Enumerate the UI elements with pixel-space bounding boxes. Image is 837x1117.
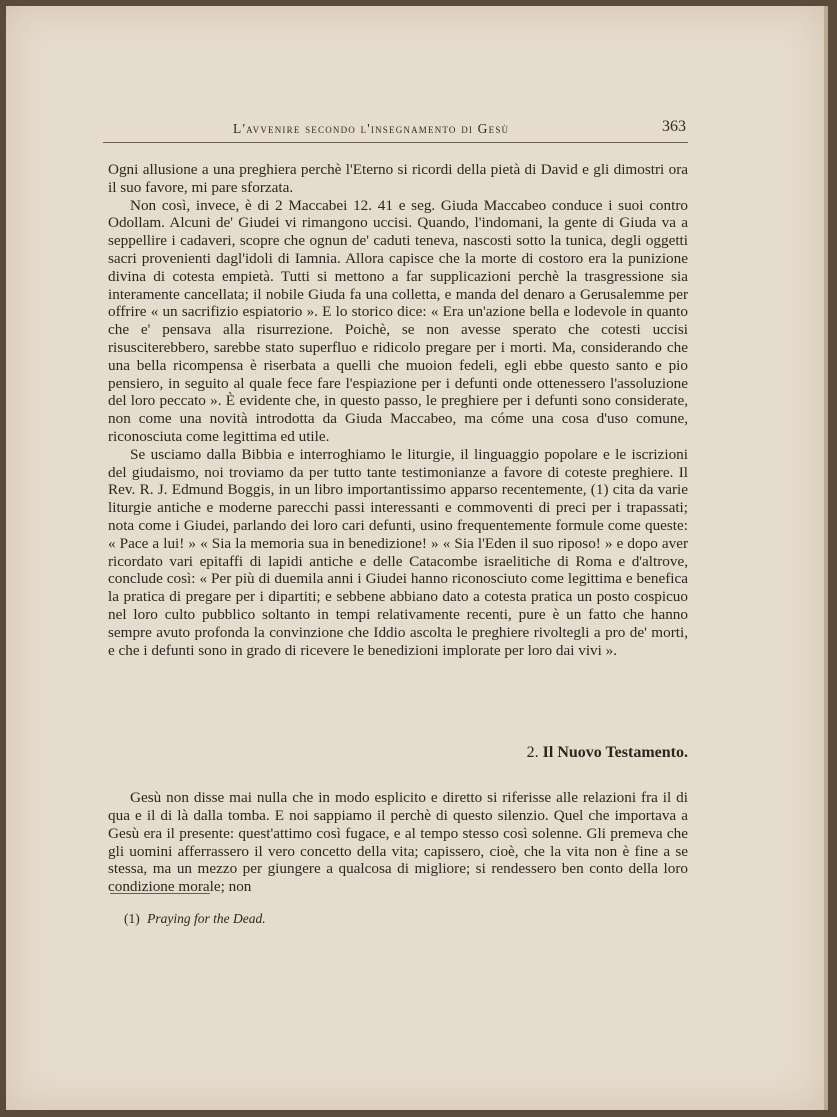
section-heading <box>108 744 688 762</box>
paragraph-1: Ogni allusione a una preghiera perchè l'Eterno si ricordi della pietà di David e gli dimostri ora il suo favore, mi pare sforzata. <box>108 161 688 196</box>
paragraph-3: Se usciamo dalla Bibbia e interroghiamo le liturgie, il linguaggio popolare e le iscrizioni del giudaismo, noi troviamo da per tutto tante testimonianze a favore di coteste preghiere. Il Rev. R. J. Edmund Boggis, in un libro importantissimo apparso recentemente, (1) cita da varie liturgie antiche e moderne parecchi passi interessanti e commoventi di preci per i trapassati; nota come i Giudei, parlando dei loro cari defunti, usino frequentemente formule come queste: « Pace a lui! » « Sia la memoria sua in benedizione! » « Sia l'Eden il suo riposo! » e dopo aver ricordato vari epitaffi di lapidi antiche e delle Catacombe israelitiche di Roma e d'altrove, conclude così: « Per più di duemila anni i Giudei hanno riconosciuto come legittima e benefica la pratica di pregare per i dipartiti; e sebbene abbiano dato a cotesta pratica un posto cospicuo nel loro culto pubblico soltanto in tempi relativamente recenti, pure è un fatto che hanno sempre avuto profonda la convinzione che Iddio ascolta le preghiere rivoltegli a pro de' morti, e che i defunti sono in grado di ricevere le benedizioni implorate per loro dai vivi ». <box>108 445 688 659</box>
section-title: Il Nuovo Testamento. <box>542 744 688 761</box>
paragraph-2: Non così, invece, è di 2 Maccabei 12. 41 e seg. Giuda Maccabeo conduce i suoi contro Odollam. Alcuni de' Giudei vi rimangono uccisi. Quando, l'indomani, la gente di Giuda va a seppellire i cadaveri, scopre che ognun de' caduti teneva, nascosti sotto la tunica, degli oggetti sacri provenienti dagl'idoli di Iamnia. Allora capisce che la morte di costoro era la punizione divina di cotesta empietà. Tutti si mettono a far supplicazioni perchè la trasgressione sia interamente cancellata; il nobile Giuda fa una colletta, e manda del denaro a Gerusalemme per offrire « un sacrifizio espiatorio ». E lo storico dice: « Era un'azione bella e lodevole in quanto che e' pensava alla risurrezione. Poichè, se non avesse sperato che cotesti uccisi risusciterebbero, sarebbe stato superfluo e ridicolo pregare per i morti. Ma, considerando che una bella ricompensa è riserbata a quelli che muoion fedeli, egli ebbe questo santo e pio pensiero, in seguito al quale fece fare l'espiazione per i defunti onde ottenessero l'assoluzione del loro peccato ». È evidente che, in questo passo, le preghiere per i defunti sono considerate, non come una novità introdotta da Giuda Maccabeo, ma cóme una cosa d'uso comune, riconosciuta come legittima ed utile. <box>108 196 688 445</box>
running-title: L'avvenire secondo l'insegnamento di Gesù <box>233 121 510 136</box>
running-header <box>103 120 688 143</box>
section-body <box>108 774 688 911</box>
page-number: 363 <box>662 118 686 135</box>
book-page <box>6 6 828 1110</box>
footnote-text: Praying for the Dead. <box>147 911 266 926</box>
footnote <box>124 911 266 927</box>
footnote-divider <box>110 893 210 894</box>
body-text <box>108 161 688 659</box>
section-number: 2. <box>526 744 539 761</box>
footnote-marker: (1) <box>124 911 140 926</box>
paragraph-4: Gesù non disse mai nulla che in modo esplicito e diretto si riferisse alle relazioni fra il di qua e il di là dalla tomba. E noi sappiamo il perchè di questo silenzio. Quel che importava a Gesù era il presente: quest'attimo così fugace, e al tempo stesso così solenne. Gli premeva che gli uomini afferrassero il vero concetto della vita; capissero, cioè, che la vita non è fine a se stessa, ma un mezzo per giungere a qualcosa di migliore; si rendessero ben conto della loro condizione morale; non <box>108 789 688 896</box>
